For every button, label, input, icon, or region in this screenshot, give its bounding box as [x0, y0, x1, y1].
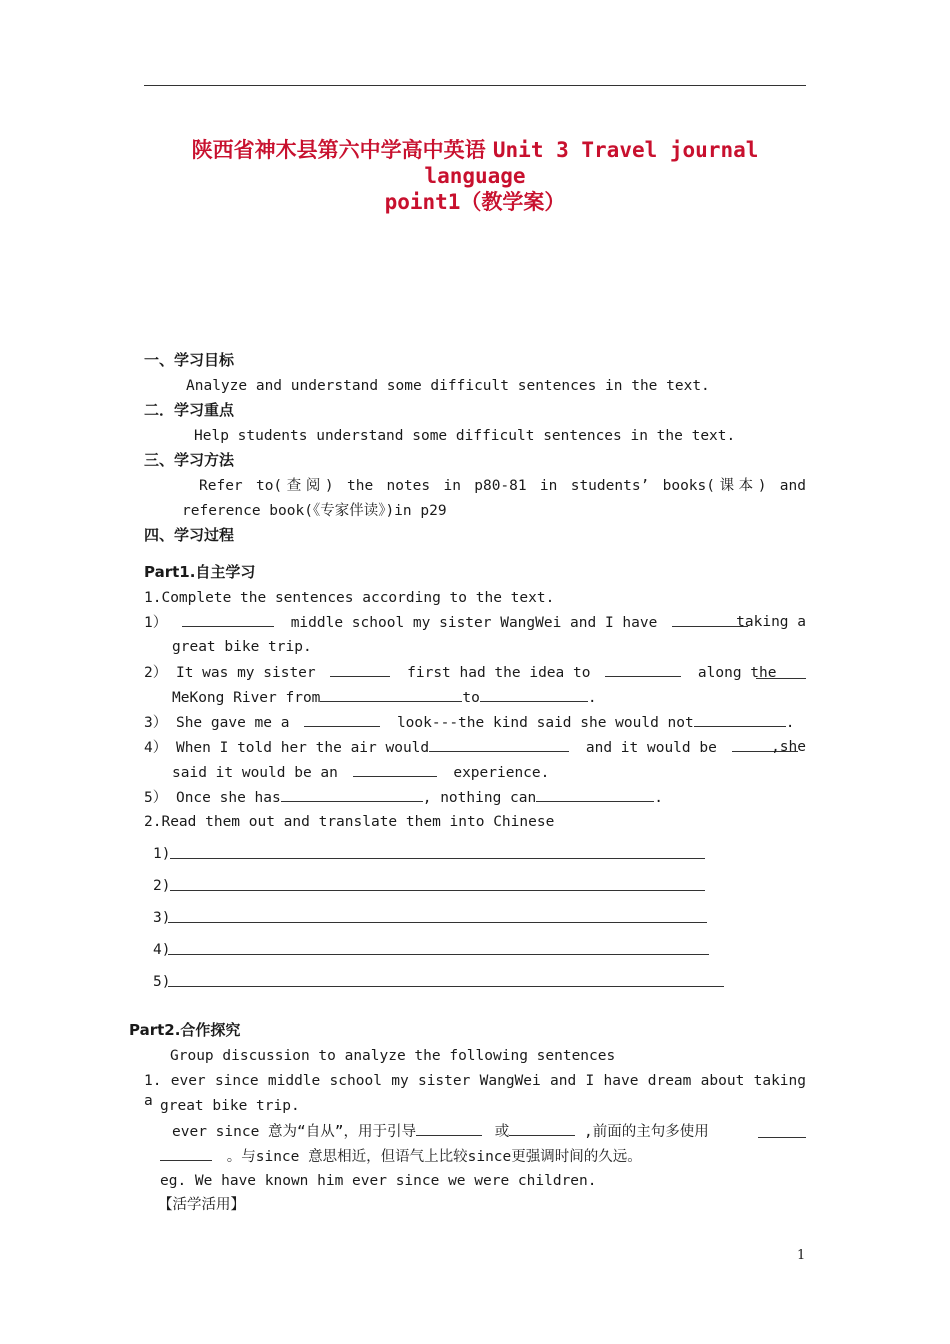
question-2-line-2: MeKong River from to .: [172, 687, 597, 708]
section-3-text-2: reference book(《专家伴读》)in p29: [182, 503, 447, 519]
answer-blank[interactable]: [304, 712, 380, 727]
page-number: 1: [797, 1248, 806, 1263]
header-rule: [144, 85, 806, 86]
answer-blank[interactable]: [353, 762, 437, 777]
question-1-line-1: 1） middle school my sister WangWei and I have taking a: [144, 614, 806, 631]
answer-blank[interactable]: [480, 687, 588, 702]
part2-heading: Part2.合作探究: [129, 1021, 241, 1039]
question-3: 3） She gave me a look---the kind said she would not .: [144, 712, 794, 733]
practice-heading: 【活学活用】: [158, 1197, 245, 1213]
answer-blank[interactable]: [281, 787, 423, 802]
translation-label-3: 3): [153, 910, 171, 926]
answer-blank[interactable]: [756, 664, 806, 679]
example-sentence: eg. We have known him ever since we were children.: [160, 1173, 597, 1189]
section-3-heading: 三、学习方法: [144, 451, 235, 469]
part2-item-1-line-2: great bike trip.: [160, 1098, 300, 1114]
part2-note-line-1: ever since 意为“自从”，用于引导 或 ,前面的主句多使用: [172, 1121, 806, 1142]
section-4-heading: 四、学习过程: [144, 526, 235, 544]
translation-line-5[interactable]: [168, 971, 724, 987]
translation-line-4[interactable]: [168, 939, 709, 955]
answer-blank[interactable]: [416, 1121, 482, 1136]
answer-blank[interactable]: [758, 1123, 806, 1138]
section-2-heading: 二．学习重点: [144, 401, 235, 419]
answer-blank[interactable]: [320, 687, 462, 702]
answer-blank[interactable]: [605, 662, 681, 677]
answer-blank[interactable]: [182, 612, 274, 627]
translation-label-4: 4): [153, 942, 171, 958]
translation-label-2: 2): [153, 878, 171, 894]
part1-heading: Part1.自主学习: [144, 563, 256, 581]
part2-note-line-2: 。与since 意思相近，但语气上比较since更强调时间的久远。: [160, 1146, 642, 1167]
section-3-text-1: Refer to(查阅) the notes in p80-81 in students’ books(课本) and: [199, 478, 806, 494]
title-line-2: point1（教学案）: [384, 189, 566, 214]
answer-blank[interactable]: [429, 737, 569, 752]
translation-label-1: 1): [153, 846, 171, 862]
question-2-line-1: 2） It was my sister first had the idea to along the: [144, 662, 806, 683]
answer-blank[interactable]: [330, 662, 390, 677]
question-4-line-1: 4） When I told her the air would and it would be ,she: [144, 739, 806, 756]
translation-line-2[interactable]: [170, 875, 705, 891]
part1-instruction-2: 2.Read them out and translate them into Chinese: [144, 814, 555, 830]
answer-blank[interactable]: [509, 1121, 575, 1136]
translation-line-1[interactable]: [170, 843, 705, 859]
part2-intro: Group discussion to analyze the following sentences: [170, 1048, 616, 1064]
question-5: 5） Once she has , nothing can .: [144, 787, 663, 808]
part1-instruction-1: 1.Complete the sentences according to the text.: [144, 590, 555, 606]
translation-line-3[interactable]: [168, 907, 707, 923]
section-1-text: Analyze and understand some difficult sentences in the text.: [186, 378, 710, 394]
section-2-text: Help students understand some difficult sentences in the text.: [194, 428, 736, 444]
answer-blank[interactable]: [536, 787, 654, 802]
answer-blank[interactable]: [160, 1146, 212, 1161]
translation-label-5: 5): [153, 974, 171, 990]
document-title: [140, 137, 810, 215]
section-1-heading: 一、学习目标: [144, 351, 235, 369]
question-1-line-2: great bike trip.: [172, 639, 312, 655]
answer-blank[interactable]: [694, 712, 786, 727]
question-4-line-2: said it would be an experience.: [172, 762, 549, 783]
part2-item-1-line-1: 1. ever since middle school my sister WangWei and I have dream about taking a: [144, 1073, 806, 1109]
title-line-1: 陕西省神木县第六中学高中英语 Unit 3 Travel journal language: [191, 137, 759, 188]
